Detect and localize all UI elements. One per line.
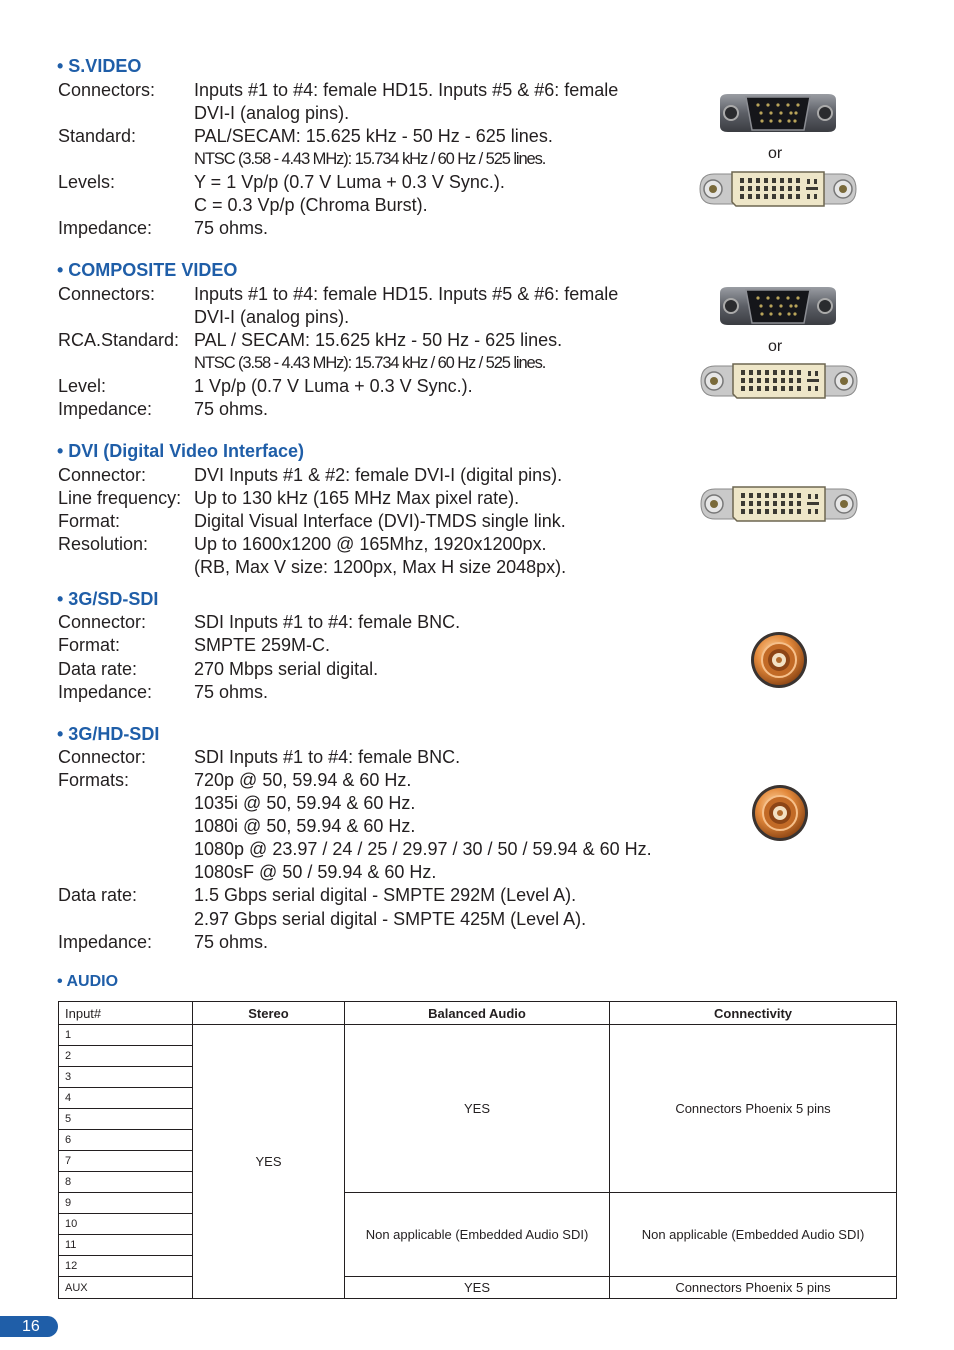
column-header-connectivity: Connectivity [610,1002,897,1025]
hdsdi-connector-label: Connector: [58,747,147,767]
input-cell: 1 [59,1025,193,1046]
dvi-format-label: Format: [58,511,121,531]
sdsdi-connector-value: SDI Inputs #1 to #4: female BNC. [194,612,461,632]
hdsdi-formats-label: Formats: [58,770,130,790]
svideo-connectors-value-2: DVI-I (analog pins). [194,103,350,123]
connectivity-cell: Non applicable (Embedded Audio SDI) [610,1193,897,1277]
composite-ntsc-value: NTSC (3.58 - 4.43 MHz): 15.734 kHz / 60 Hz / 525 lines. [194,354,546,372]
dvi-connector-icon [697,483,861,525]
svideo-or-text: or [768,145,783,162]
dvi-resolution-value-2: (RB, Max V size: 1200px, Max H size 2048px). [194,557,567,577]
dvi-linefreq-value: Up to 130 kHz (165 MHz Max pixel rate). [194,488,520,508]
column-header-balanced-audio: Balanced Audio [345,1002,610,1025]
audio-table [58,1001,897,1299]
balanced-cell: Non applicable (Embedded Audio SDI) [345,1193,610,1277]
composite-impedance-value: 75 ohms. [194,399,269,419]
input-cell: 10 [59,1214,193,1235]
dvi-resolution-value: Up to 1600x1200 @ 165Mhz, 1920x1200px. [194,534,547,554]
svideo-ntsc-value: NTSC (3.58 - 4.43 MHz): 15.734 kHz / 60 Hz / 525 lines. [194,150,546,168]
column-header-input: Input# [59,1002,193,1025]
balanced-cell: YES [345,1025,610,1193]
dvi-connector-icon [696,168,860,210]
composite-standard-label: RCA.Standard: [58,330,180,350]
svideo-impedance-label: Impedance: [58,218,153,238]
hdsdi-format-1080i: 1080i @ 50, 59.94 & 60 Hz. [194,816,416,836]
sdsdi-datarate-value: 270 Mbps serial digital. [194,659,379,679]
composite-connectors-value: Inputs #1 to #4: female HD15. Inputs #5 & #6: female [194,284,619,304]
dvi-connector-value: DVI Inputs #1 & #2: female DVI-I (digital pins). [194,465,563,485]
svideo-connectors-value: Inputs #1 to #4: female HD15. Inputs #5 & #6: female [194,80,619,100]
hdsdi-impedance-value: 75 ohms. [194,932,269,952]
bnc-connector-icon [750,631,808,689]
sdsdi-format-label: Format: [58,635,121,655]
composite-or-text: or [768,338,783,355]
hdsdi-datarate-label: Data rate: [58,885,138,905]
input-cell: 4 [59,1088,193,1109]
dvi-linefreq-label: Line frequency: [58,488,182,508]
svideo-impedance-value: 75 ohms. [194,218,269,238]
input-cell: 8 [59,1172,193,1193]
sdsdi-impedance-label: Impedance: [58,682,153,702]
composite-heading: • COMPOSITE VIDEO [57,260,238,280]
input-cell: AUX [59,1277,193,1299]
composite-standard-value: PAL / SECAM: 15.625 kHz - 50 Hz - 625 lines. [194,330,563,350]
stereo-cell: YES [193,1025,345,1299]
hdsdi-format-1035i: 1035i @ 50, 59.94 & 60 Hz. [194,793,416,813]
sdsdi-connector-label: Connector: [58,612,147,632]
svideo-heading: • S.VIDEO [57,56,142,76]
hdsdi-datarate-value: 1.5 Gbps serial digital - SMPTE 292M (Level A). [194,885,577,905]
audio-heading: • AUDIO [57,973,119,990]
input-cell: 5 [59,1109,193,1130]
dvi-connector-label: Connector: [58,465,147,485]
composite-connectors-value-2: DVI-I (analog pins). [194,307,350,327]
sdsdi-datarate-label: Data rate: [58,659,138,679]
hd15-connector-icon [716,90,840,136]
hdsdi-format-720p: 720p @ 50, 59.94 & 60 Hz. [194,770,412,790]
svideo-connectors-label: Connectors: [58,80,156,100]
svideo-levels-value: Y = 1 Vp/p (0.7 V Luma + 0.3 V Sync.). [194,172,505,192]
input-cell: 7 [59,1151,193,1172]
svideo-chroma-value: C = 0.3 Vp/p (Chroma Burst). [194,195,428,215]
hdsdi-heading: • 3G/HD-SDI [57,724,160,744]
connectivity-cell: Connectors Phoenix 5 pins [610,1277,897,1299]
table-header-row [59,1002,897,1025]
bnc-connector-icon [751,784,809,842]
hdsdi-datarate-value-2: 2.97 Gbps serial digital - SMPTE 425M (Level A). [194,909,587,929]
hdsdi-format-1080sf: 1080sF @ 50 / 59.94 & 60 Hz. [194,862,437,882]
svideo-levels-label: Levels: [58,172,116,192]
sdsdi-heading: • 3G/SD-SDI [57,589,159,609]
table-row [59,1193,897,1214]
input-cell: 2 [59,1046,193,1067]
table-row [59,1277,897,1299]
input-cell: 12 [59,1256,193,1277]
dvi-resolution-label: Resolution: [58,534,149,554]
svideo-standard-label: Standard: [58,126,137,146]
connectivity-cell: Connectors Phoenix 5 pins [610,1025,897,1193]
hdsdi-impedance-label: Impedance: [58,932,153,952]
column-header-stereo: Stereo [193,1002,345,1025]
balanced-cell: YES [345,1277,610,1299]
dvi-connector-icon [697,360,861,402]
table-row [59,1025,897,1046]
input-cell: 3 [59,1067,193,1088]
hdsdi-connector-value: SDI Inputs #1 to #4: female BNC. [194,747,461,767]
composite-level-value: 1 Vp/p (0.7 V Luma + 0.3 V Sync.). [194,376,473,396]
input-cell: 9 [59,1193,193,1214]
composite-level-label: Level: [58,376,107,396]
svideo-standard-value: PAL/SECAM: 15.625 kHz - 50 Hz - 625 lines. [194,126,553,146]
dvi-heading: • DVI (Digital Video Interface) [57,441,305,461]
page-number: 16 [22,1318,40,1335]
sdsdi-format-value: SMPTE 259M-C. [194,635,331,655]
page-number-badge [0,1316,58,1337]
input-cell: 11 [59,1235,193,1256]
sdsdi-impedance-value: 75 ohms. [194,682,269,702]
composite-connectors-label: Connectors: [58,284,156,304]
composite-impedance-label: Impedance: [58,399,153,419]
hd15-connector-icon [716,283,840,329]
input-cell: 6 [59,1130,193,1151]
hdsdi-format-1080p: 1080p @ 23.97 / 24 / 25 / 29.97 / 30 / 50 / 59.94 & 60 Hz. [194,839,652,859]
dvi-format-value: Digital Visual Interface (DVI)-TMDS single link. [194,511,566,531]
